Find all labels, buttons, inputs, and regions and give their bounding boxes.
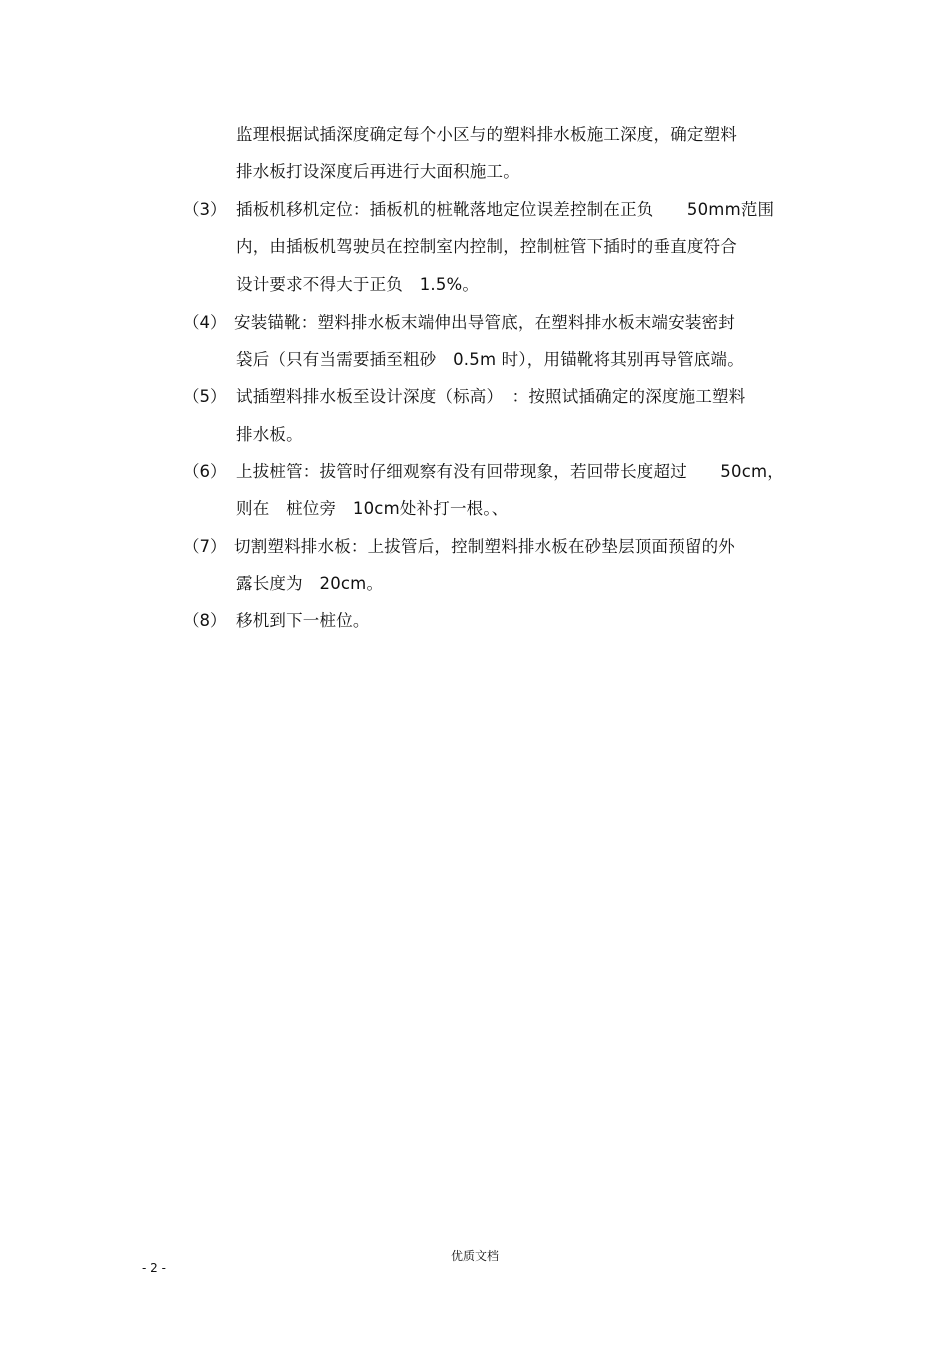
item-4-number: （4）: [183, 313, 227, 332]
intro-line-1: 监理根据试插深度确定每个小区与的塑料排水板施工深度，确定塑料: [236, 125, 737, 144]
item-6-line-1: 上拔桩管：拔管时仔细观察有没有回带现象，若回带长度超过 50cm，: [236, 462, 784, 481]
item-5-line-2: 排水板。: [236, 425, 303, 444]
item-8-number: （8）: [183, 611, 227, 630]
item-7-line-2: 露长度为 20cm。: [236, 574, 384, 593]
item-4-line-2: 袋后（只有当需要插至粗砂 0.5m 时），用锚靴将其别再导管底端。: [236, 350, 744, 369]
item-7-number: （7）: [183, 537, 227, 556]
item-8-line-1: 移机到下一桩位。: [236, 611, 370, 630]
footer-watermark-text: 优质文档: [450, 1249, 499, 1263]
item-6-number: （6）: [183, 462, 227, 481]
item-3-line-3: 设计要求不得大于正负 1.5%。: [236, 275, 480, 294]
item-5-line-1: 试插塑料排水板至设计深度（标高） ：按照试插确定的深度施工塑料: [236, 387, 746, 406]
item-6-line-2: 则在 桩位旁 10cm处补打一根。、: [236, 499, 509, 518]
item-7-line-1: 切割塑料排水板：上拔管后，控制塑料排水板在砂垫层顶面预留的外: [234, 537, 735, 556]
item-3-number: （3）: [183, 200, 227, 219]
item-5-number: （5）: [183, 387, 227, 406]
item-4-line-1: 安装锚靴：塑料排水板末端伸出导管底，在塑料排水板末端安装密封: [234, 313, 735, 332]
intro-line-2: 排水板打设深度后再进行大面积施工。: [236, 162, 520, 181]
item-3-line-1: 插板机移机定位：插板机的桩靴落地定位误差控制在正负 50mm范围: [236, 200, 775, 219]
item-3-line-2: 内，由插板机驾驶员在控制室内控制，控制桩管下插时的垂直度符合: [236, 237, 737, 256]
page-number: - 2 -: [142, 1261, 166, 1275]
